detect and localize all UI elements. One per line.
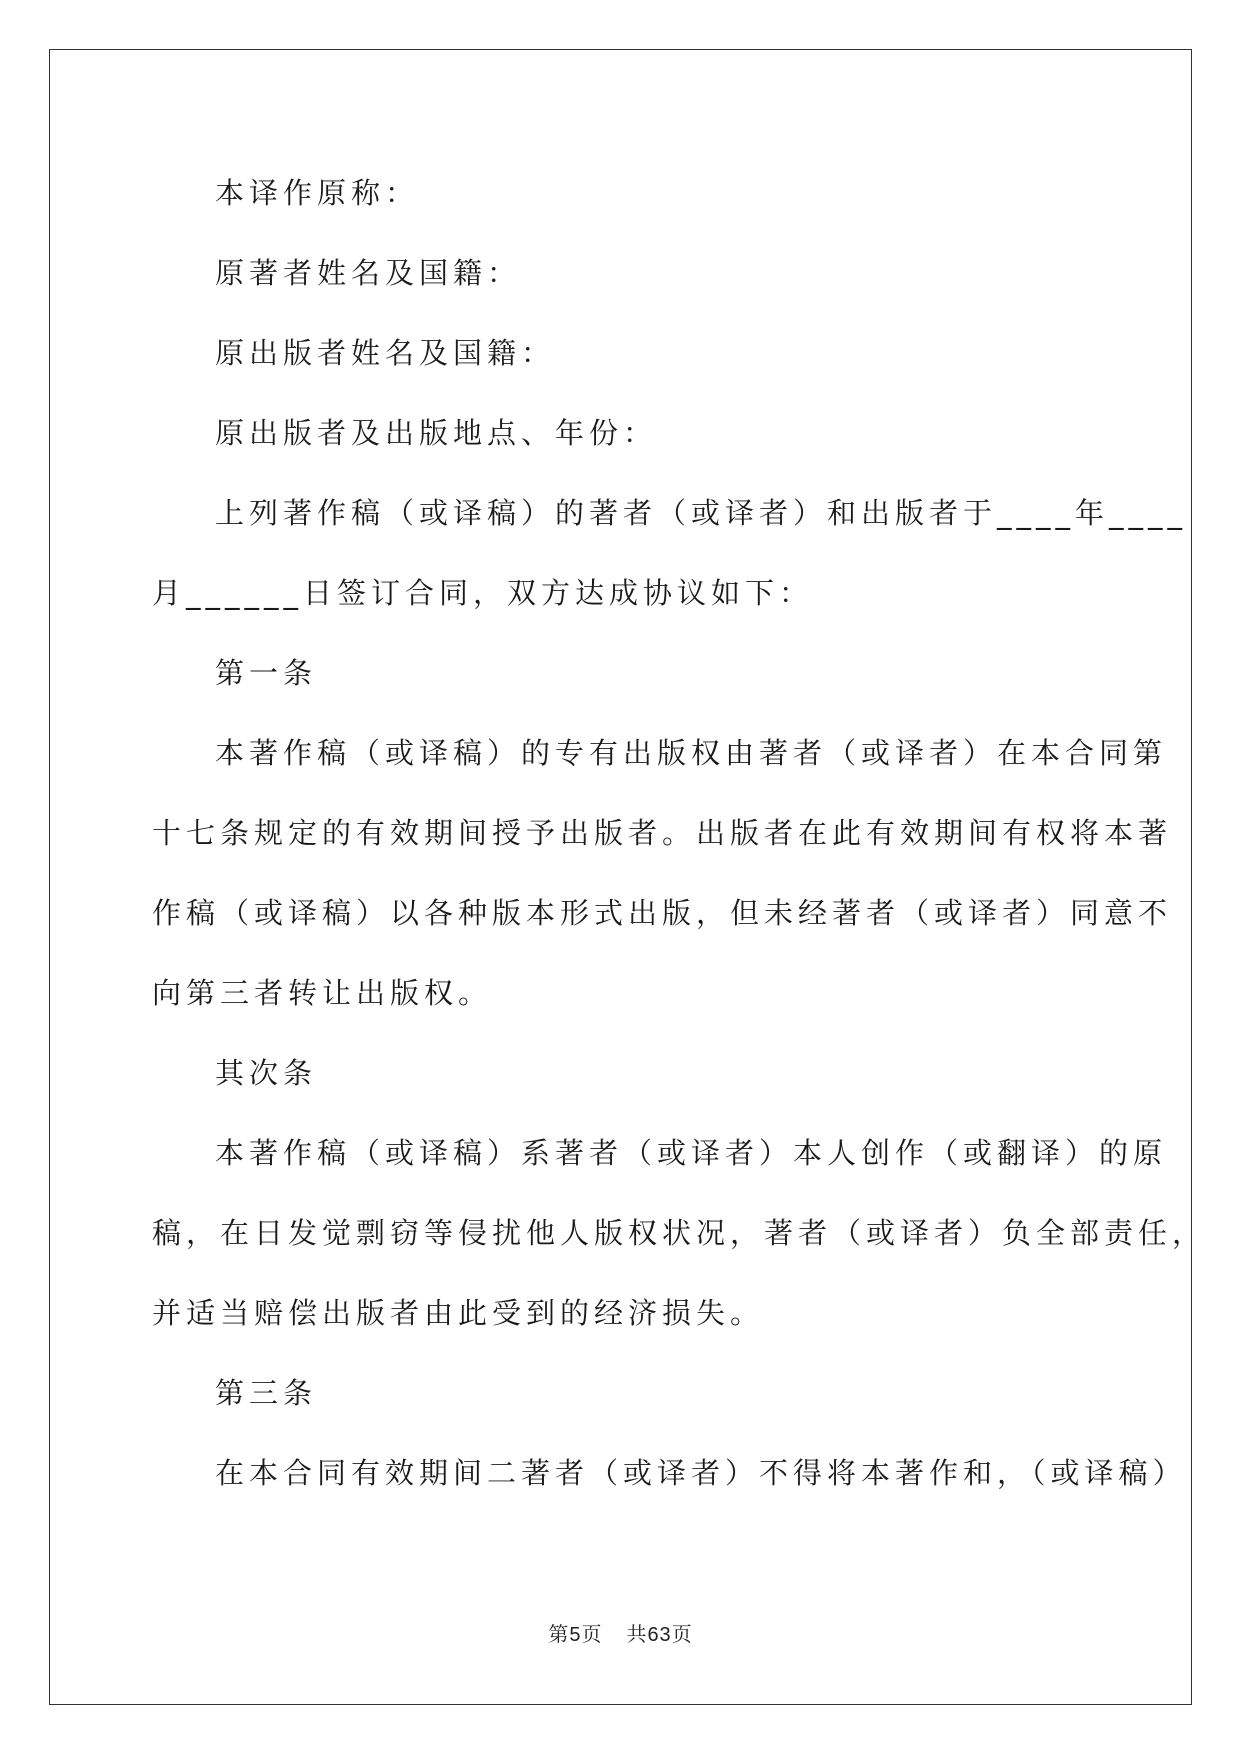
page-number: 5 [569, 1624, 582, 1646]
page-label-suffix: 页 [581, 1624, 603, 1646]
doc-line-14: 稿，在日发觉剽窃等侵扰他人版权状况，著者（或译者）负全部责任， [152, 1216, 1207, 1250]
doc-line-17: 在本合同有效期间二著者（或译者）不得将本著作和，（或译稿） [215, 1456, 1187, 1490]
total-pages: 63 [647, 1624, 672, 1646]
doc-line-15: 并适当赔偿出版者由此受到的经济损失。 [152, 1296, 765, 1330]
doc-line-8: 本著作稿（或译稿）的专有出版权由著者（或译者）在本合同第 [215, 736, 1168, 770]
page-label-prefix: 第 [548, 1624, 570, 1646]
doc-line-6: 月______日签订合同，双方达成协议如下： [152, 576, 814, 610]
doc-line-9: 十七条规定的有效期间授予出版者。出版者在此有效期间有权将本著 [152, 816, 1173, 850]
article-1-heading: 第一条 [215, 656, 318, 690]
total-label-suffix: 页 [671, 1624, 693, 1646]
doc-line-3: 原出版者姓名及国籍： [215, 336, 556, 370]
doc-line-5: 上列著作稿（或译稿）的著者（或译者）和出版者于____年____ [215, 496, 1188, 530]
doc-line-2: 原著者姓名及国籍： [215, 256, 522, 290]
total-label-prefix: 共 [626, 1624, 648, 1646]
doc-line-10: 作稿（或译稿）以各种版本形式出版，但未经著者（或译者）同意不 [152, 896, 1173, 930]
page-footer [0, 1618, 1241, 1647]
doc-line-4: 原出版者及出版地点、年份： [215, 416, 658, 450]
doc-line-13: 本著作稿（或译稿）系著者（或译者）本人创作（或翻译）的原 [215, 1136, 1168, 1170]
doc-line-11: 向第三者转让出版权。 [152, 976, 493, 1010]
article-3-heading: 第三条 [215, 1376, 318, 1410]
article-2-heading: 其次条 [215, 1056, 318, 1090]
doc-line-1: 本译作原称： [215, 176, 420, 210]
